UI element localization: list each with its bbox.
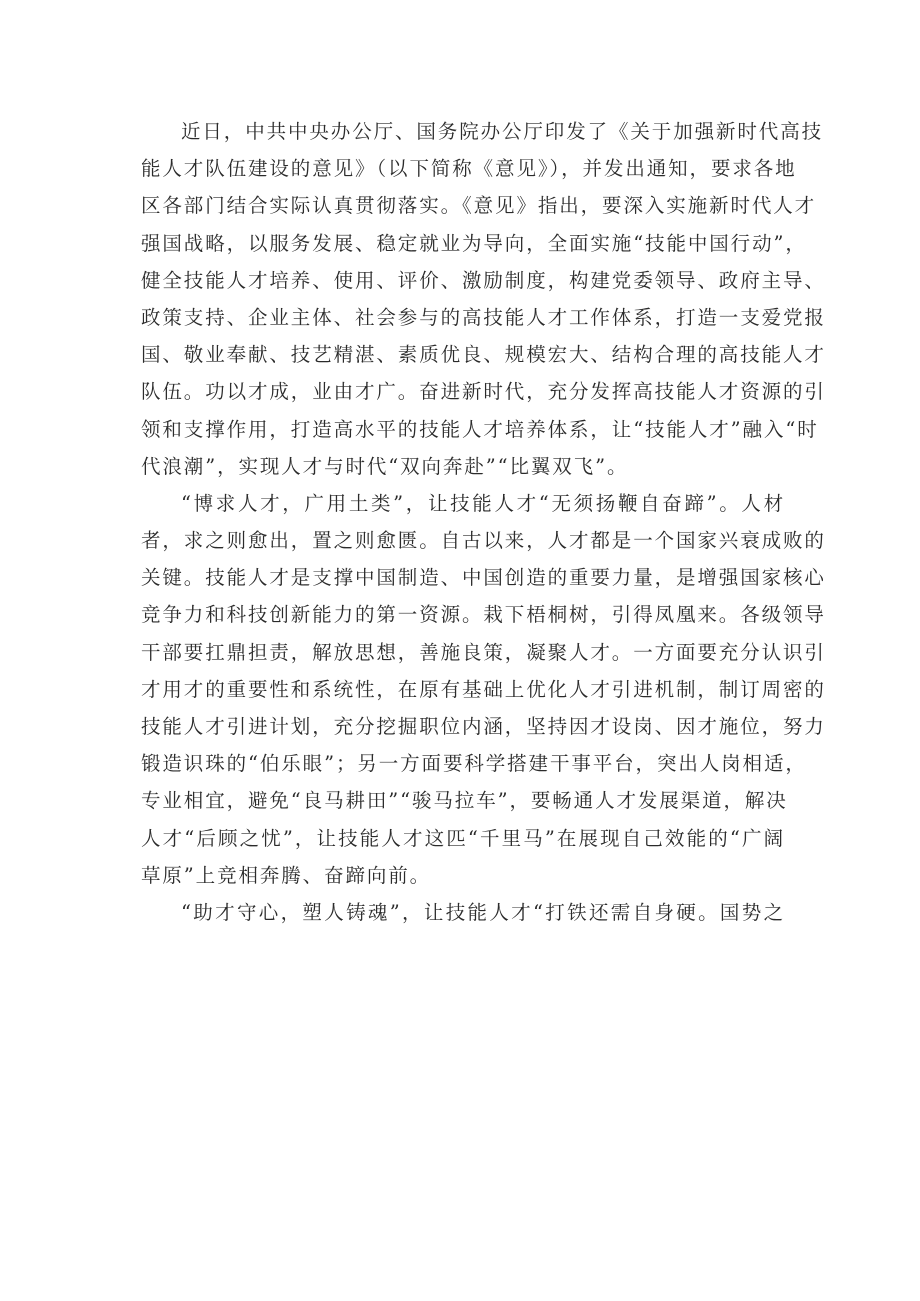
paragraph-line: 政策支持、企业主体、社会参与的高技能人才工作体系，打造一支爱党报 — [141, 305, 826, 329]
paragraph-3 — [141, 894, 785, 931]
paragraph-line: 技能人才引进计划，充分挖掘职位内涵，坚持因才设岗、因才施位，努力 — [141, 715, 826, 738]
paragraph-line: 锻造识珠的“伯乐眼”；另一方面要科学搭建干事平台，突出人岗相适， — [141, 752, 807, 776]
paragraph-line: 国、敬业奉献、技艺精湛、素质优良、规模宏大、结构合理的高技能人才 — [141, 343, 826, 367]
document-body — [141, 113, 826, 931]
paragraph-line: 专业相宜，避免“良马耕田”“骏马拉车”，要畅通人才发展渠道，解决 — [141, 789, 788, 813]
paragraph-line: “助才守心，塑人铸魂”，让技能人才“打铁还需自身硬。国势之 — [181, 900, 785, 924]
paragraph-line: 干部要扛鼎担责，解放思想，善施良策，凝聚人才。一方面要充分认识引 — [141, 640, 826, 664]
paragraph-line: 者，求之则愈出，置之则愈匮。自古以来，人才都是一个国家兴衰成败的 — [141, 529, 826, 553]
paragraph-1 — [141, 113, 826, 485]
paragraph-line: “博求人才，广用土类”，让技能人才“无须扬鞭自奋蹄”。人材 — [181, 491, 785, 515]
paragraph-line: 健全技能人才培养、使用、评价、激励制度，构建党委领导、政府主导、 — [141, 268, 826, 292]
paragraph-line: 能人才队伍建设的意见》（以下简称《意见》），并发出通知，要求各地 — [141, 157, 797, 181]
paragraph-line: 队伍。功以才成，业由才广。奋进新时代，充分发挥高技能人才资源的引 — [141, 380, 826, 404]
paragraph-line: 人才“后顾之忧”，让技能人才这匹“千里马”在展现自己效能的“广阔 — [141, 826, 785, 850]
paragraph-line: 竞争力和科技创新能力的第一资源。栽下梧桐树，引得凤凰来。各级领导 — [141, 603, 826, 627]
paragraph-line: 草原”上竞相奔腾、奋蹄向前。 — [141, 863, 432, 887]
paragraph-line: 区各部门结合实际认真贯彻落实。《意见》指出，要深入实施新时代人才 — [141, 194, 817, 218]
paragraph-line: 近日，中共中央办公厅、国务院办公厅印发了《关于加强新时代高技 — [181, 120, 824, 143]
paragraph-line: 强国战略，以服务发展、稳定就业为导向，全面实施“技能中国行动”， — [141, 231, 807, 255]
paragraph-line: 领和支撑作用，打造高水平的技能人才培养体系，让“技能人才”融入“时 — [141, 417, 819, 441]
paragraph-line: 才用才的重要性和系统性，在原有基础上优化人才引进机制，制订周密的 — [141, 677, 826, 701]
paragraph-line: 关键。技能人才是支撑中国制造、中国创造的重要力量，是增强国家核心 — [141, 566, 826, 590]
paragraph-line: 代浪潮”，实现人才与时代“双向奔赴”“比翼双飞”。 — [141, 454, 629, 478]
paragraph-2 — [141, 485, 826, 894]
